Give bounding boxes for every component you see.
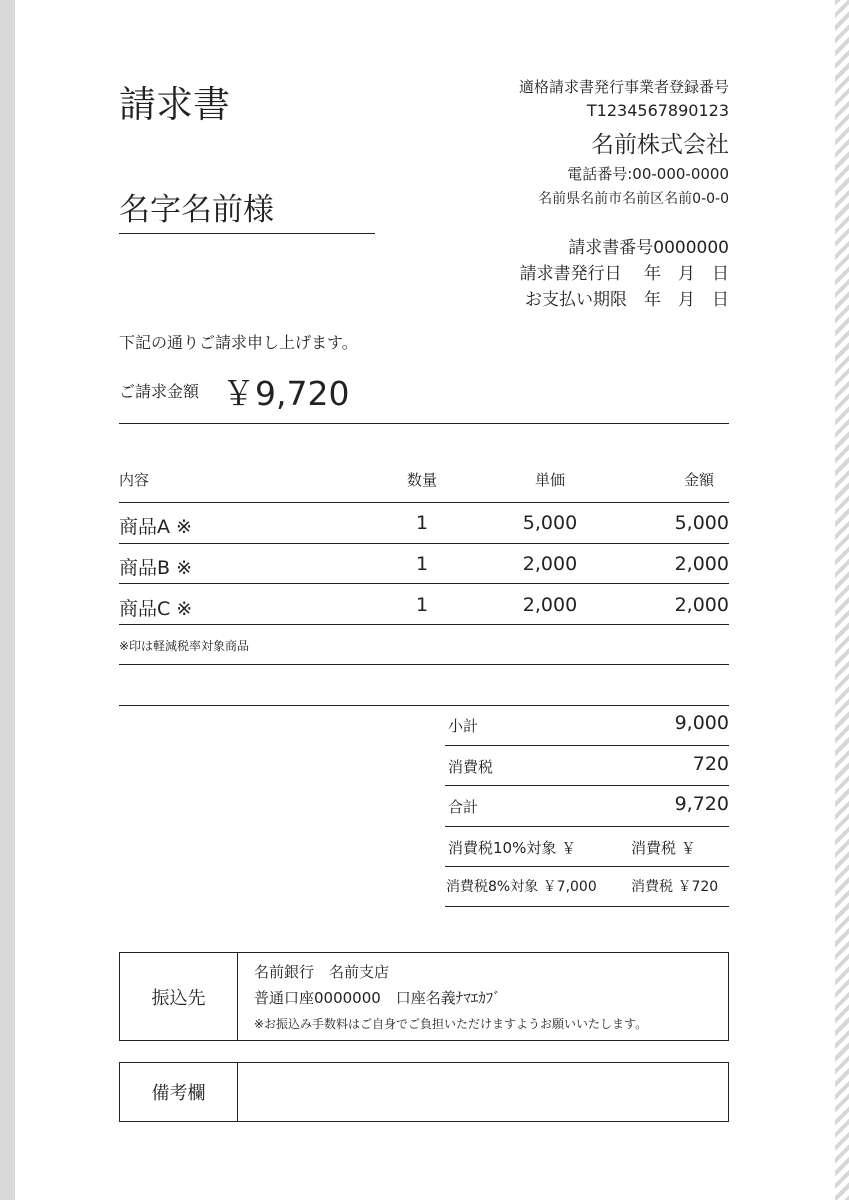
subtotal-label: 小計	[448, 717, 479, 735]
row-3-quantity: 1	[415, 594, 429, 616]
document-title: 請求書	[119, 83, 230, 126]
row-2-line	[119, 583, 729, 584]
due-date: お支払い期限 年 月 日	[525, 290, 729, 310]
intro-text: 下記の通りご請求申し上げます。	[119, 333, 358, 352]
table-header-line	[119, 502, 729, 503]
total-value: 9,720	[674, 793, 729, 815]
tax-value: 720	[692, 753, 729, 775]
tax8-line	[445, 906, 729, 907]
registration-label: 適格請求書発行事業者登録番号	[518, 78, 729, 96]
totals-top-line	[119, 705, 729, 706]
left-border-bar	[0, 0, 15, 1200]
row-3-amount: 2,000	[674, 594, 729, 616]
recipient-name: 名字名前様	[119, 192, 274, 228]
row-3-price: 2,000	[522, 594, 578, 616]
remarks-box	[119, 1062, 729, 1122]
row-1-price: 5,000	[522, 512, 578, 534]
amount-label: ご請求金額	[119, 382, 200, 401]
tax8-base: 消費税8%対象 ￥7,000	[446, 879, 597, 895]
registration-number: T1234567890123	[586, 101, 729, 120]
subtotal-line	[445, 745, 729, 746]
issuer-address: 名前県名前市名前区名前0-0-0	[538, 191, 729, 207]
issuer-company-name: 名前株式会社	[591, 132, 729, 158]
tax10-amount: 消費税 ￥	[631, 839, 696, 857]
header-unit-price: 単価	[534, 471, 565, 489]
row-2-quantity: 1	[415, 553, 429, 575]
amount-value: ￥9,720	[222, 374, 350, 413]
issue-date: 請求書発行日 年 月 日	[519, 264, 729, 284]
tax10-base: 消費税10%対象 ￥	[448, 839, 577, 857]
row-1-quantity: 1	[415, 512, 429, 534]
header-item: 内容	[119, 471, 150, 489]
remarks-label: 備考欄	[120, 1063, 238, 1121]
header-amount: 金額	[683, 471, 714, 489]
row-1-amount: 5,000	[674, 512, 729, 534]
row-3-line	[119, 624, 729, 625]
reduced-tax-note: ※印は軽減税率対象商品	[119, 639, 250, 653]
tax8-amount: 消費税 ￥720	[631, 879, 719, 895]
tax-line	[445, 785, 729, 786]
tax10-line	[445, 866, 729, 867]
row-2-item: 商品B ※	[119, 557, 192, 579]
bank-fee-note: ※お振込み手数料はご自身でご負担いただけますようお願いいたします。	[254, 1017, 648, 1031]
header-quantity: 数量	[406, 471, 437, 489]
row-2-price: 2,000	[522, 553, 578, 575]
total-line	[445, 826, 729, 827]
row-3-item: 商品C ※	[119, 598, 193, 620]
table-bottom-line	[119, 664, 729, 665]
tax-label: 消費税	[448, 758, 494, 776]
subtotal-value: 9,000	[674, 712, 729, 734]
right-striped-border	[835, 0, 849, 1200]
bank-transfer-label: 振込先	[120, 953, 238, 1040]
row-1-line	[119, 543, 729, 544]
invoice-number: 請求書番号0000000	[568, 238, 729, 258]
bank-name: 名前銀行 名前支店	[254, 963, 390, 981]
issuer-phone: 電話番号:00-000-0000	[567, 165, 729, 183]
recipient-underline	[119, 233, 375, 234]
amount-divider	[119, 423, 729, 424]
total-label: 合計	[448, 798, 479, 816]
row-2-amount: 2,000	[674, 553, 729, 575]
bank-account: 普通口座0000000 口座名義ﾅﾏｴｶﾌﾞ	[254, 989, 501, 1007]
bank-transfer-box	[119, 952, 729, 1041]
row-1-item: 商品A ※	[119, 516, 192, 538]
